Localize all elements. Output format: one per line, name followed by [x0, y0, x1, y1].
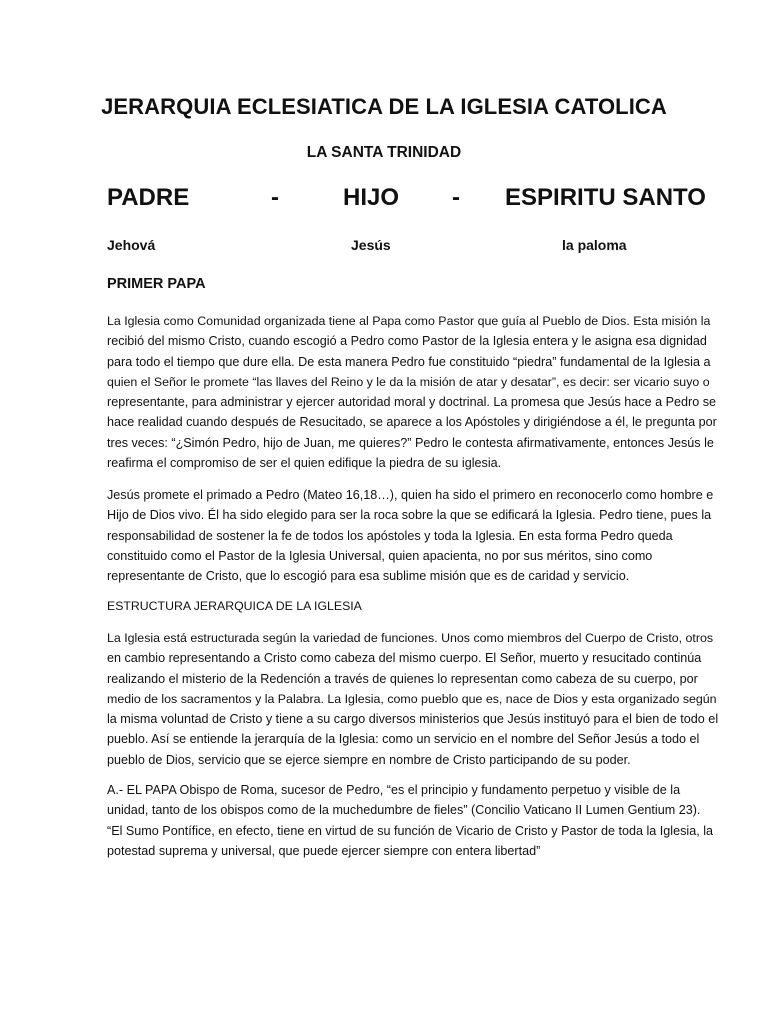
trinity-dash-2: -: [452, 184, 460, 211]
paragraph-primer-papa: [107, 311, 719, 473]
document-title: JERARQUIA ECLESIATICA DE LA IGLESIA CATOLICA: [101, 94, 667, 119]
text-line: representante de Cristo, que lo escogió para esa sublime misión que es de caridad y servicio.: [107, 569, 630, 584]
paragraph-estructura: [107, 628, 719, 770]
text-line: Hijo de Dios vivo. Él ha sido elegido para ser la roca sobre la que se edificará la Iglesia. Pedro tiene, pues la: [107, 508, 712, 523]
text-line: recibió del mismo Cristo, cuando escogió a Pedro como Pastor de la Iglesia entera y le asigna esa dignidad: [107, 334, 707, 349]
text-line: La Iglesia como Comunidad organizada tiene al Papa como Pastor que guía al Pueblo de Dios. Esta misión la: [107, 314, 711, 328]
text-line: representante, para administrar y ejercer autoridad moral y doctrinal. La promesa que Jesús hace a Pedro se: [107, 395, 717, 410]
text-line: la misma voluntad de Cristo y tiene a su cargo diversos ministerios que Jesús instituyó para el bien de todo el: [107, 712, 719, 727]
name-espiritu: la paloma: [562, 237, 627, 253]
text-line: pueblo de Dios, servicio que se ejerce siempre en nombre de Cristo participando de su poder.: [107, 752, 631, 767]
text-line: La Iglesia está estructurada según la variedad de funciones. Unos como miembros del Cuerpo de Cristo, otros: [107, 631, 714, 645]
text-line: responsabilidad de sostener la fe de todos los apóstoles y toda la Iglesia. En esta forma Pedro queda: [107, 528, 673, 543]
text-line: constituido como el Pastor de la Iglesia Universal, quien apacienta, no por sus méritos, sino como: [107, 548, 653, 563]
heading-estructura-jerarquica: ESTRUCTURA JERARQUICA DE LA IGLESIA: [107, 599, 362, 613]
text-line: hace realidad cuando después de Resucitado, se aparece a los Apóstoles y dirigiéndose a él, le pregunta por: [107, 415, 717, 430]
paragraph-primado-pedro: [107, 485, 719, 586]
text-line: tres veces: “¿Simón Pedro, hijo de Juan, me quieres?” Pedro le contesta afirmativamente, entonces Jesús le: [107, 435, 714, 450]
name-padre: Jehová: [107, 237, 156, 253]
text-line: pueblo. Así se entiende la jerarquía de la Iglesia: como un servicio en el nombre del Señor Jesús a todo el: [107, 732, 700, 747]
heading-primer-papa: PRIMER PAPA: [107, 276, 206, 292]
trinity-espiritu-santo: ESPIRITU SANTO: [505, 184, 706, 211]
text-line: en cambio representando a Cristo como cabeza del mismo cuerpo. El Señor, muerto y resucitado continúa: [107, 651, 702, 666]
name-hijo: Jesús: [351, 237, 391, 253]
paragraph-el-papa: [107, 780, 719, 861]
text-line: unidad, tanto de los obispos como de la muchedumbre de fieles” (Concilio Vaticano II Lumen Gentium 23).: [107, 803, 701, 818]
text-line: A.- EL PAPA Obispo de Roma, sucesor de Pedro, “es el principio y fundamento perpetuo y visible de la: [107, 783, 681, 797]
text-line: reafirma el compromiso de ser el quien edifique la piedra de su iglesia.: [107, 456, 502, 471]
text-line: medio de los sacramentos y la Palabra. La Iglesia, como pueblo que es, nace de Dios y esta organizado según: [107, 691, 717, 706]
text-line: para todo el tiempo que dure ella. De esta manera Pedro fue constituido “piedra” fundamental de la Iglesia a: [107, 354, 711, 369]
document-subtitle: LA SANTA TRINIDAD: [306, 144, 462, 161]
trinity-hijo: HIJO: [343, 184, 400, 211]
text-line: potestad suprema y universal, que puede ejercer siempre con entera libertad”: [107, 843, 541, 858]
text-line: “El Sumo Pontífice, en efecto, tiene en virtud de su función de Vicario de Cristo y Pastor de toda la Iglesia, la: [107, 823, 714, 838]
trinity-dash-1: -: [271, 184, 279, 211]
text-line: quien el Señor le promete “las llaves del Reino y le da la misión de atar y desatar”, es decir: ser vicario suyo o: [107, 374, 710, 389]
text-line: Jesús promete el primado a Pedro (Mateo 16,18…), quien ha sido el primero en reconocerlo como hombre e: [107, 488, 714, 502]
text-line: realizando el misterio de la Redención a través de quienes lo representan como cabeza de su cuerpo, por: [107, 671, 698, 686]
trinity-padre: PADRE: [107, 184, 190, 211]
